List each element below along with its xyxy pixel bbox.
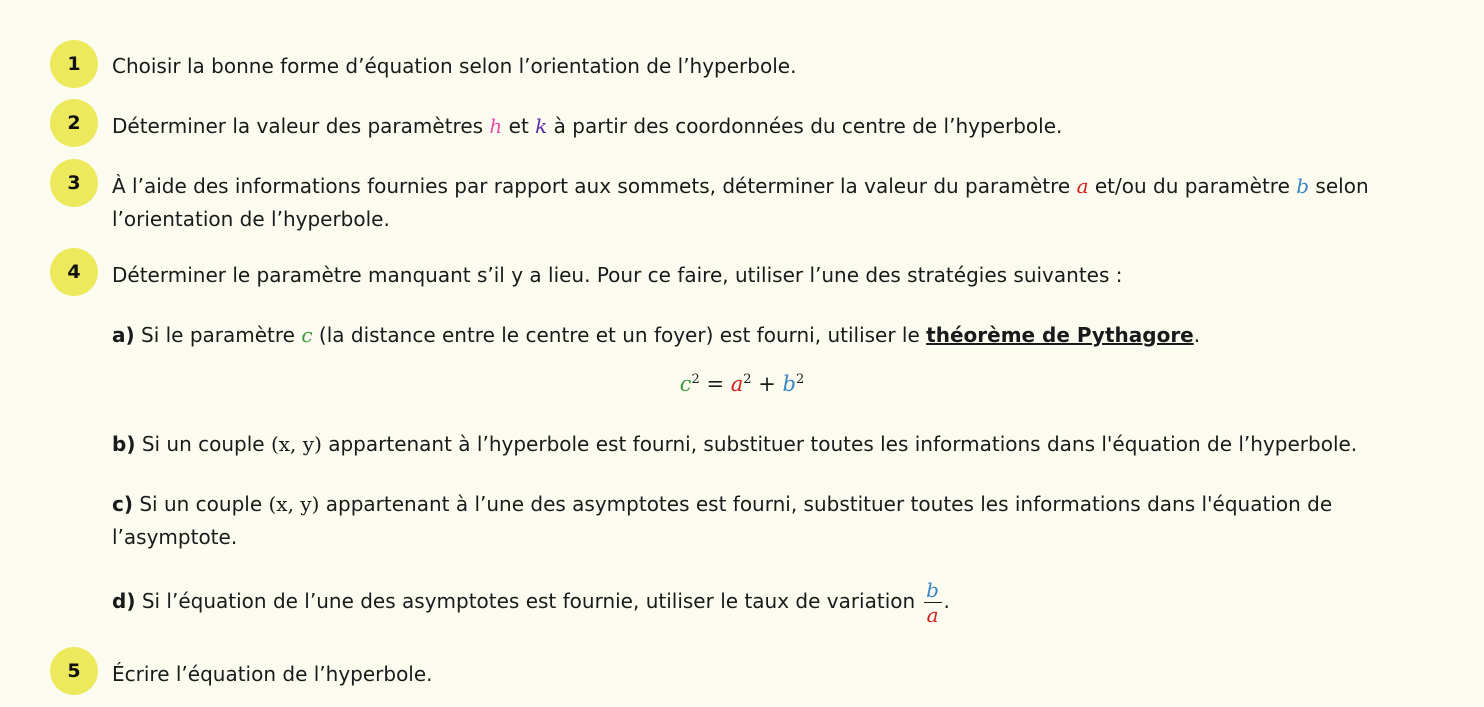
pythagorean-formula: $c^2 = a^2 + b^2$ xyxy=(679,372,805,396)
strategy-b: b) Si un couple (x, y) appartenant à l’hyperbole est fourni, substituer toutes les informations dans l'équation de l’hyperbole. xyxy=(112,432,1358,456)
param-a: a xyxy=(1076,174,1089,198)
strategy-c: c) Si un couple (x, y) appartenant à l’une des asymptotes est fourni, substituer toutes les informations dans l'équation de l’asymptote. xyxy=(112,492,1333,549)
step-number-badge: 5 xyxy=(50,647,98,695)
step-number-badge: 4 xyxy=(50,248,98,296)
couple-xy: (x, y) xyxy=(268,492,320,516)
step-text: Écrire l’équation de l’hyperbole. xyxy=(112,662,433,686)
step-number-badge: 3 xyxy=(50,159,98,207)
param-c: c xyxy=(301,323,313,347)
step-number-badge: 1 xyxy=(50,40,98,88)
param-h: h xyxy=(489,114,503,138)
step-text: Déterminer la valeur des paramètres h et k à partir des coordonnées du centre de l’hyperbole. xyxy=(112,114,1063,138)
couple-xy: (x, y) xyxy=(270,432,322,456)
pythagorean-theorem-link[interactable]: théorème de Pythagore xyxy=(926,323,1194,347)
step-number-badge: 2 xyxy=(50,99,98,147)
step-text: Déterminer le paramètre manquant s’il y a lieu. Pour ce faire, utiliser l’une des stratégies suivantes : xyxy=(112,263,1123,287)
step-text: À l’aide des informations fournies par rapport aux sommets, déterminer la valeur du paramètre a et/ou du paramètre b selon l’orientation de l’hyperbole. xyxy=(112,174,1369,231)
param-b: b xyxy=(1296,174,1310,198)
rate-fraction: $\frac{b}{a}$ xyxy=(924,578,942,627)
strategy-d: d) Si l’équation de l’une des asymptotes est fournie, utiliser le taux de variation $\frac{b}{a}$ . xyxy=(112,578,950,627)
step-text: Choisir la bonne forme d’équation selon l’orientation de l’hyperbole. xyxy=(112,54,797,78)
param-k: k xyxy=(535,114,548,138)
strategy-a: a) Si le paramètre c (la distance entre le centre et un foyer) est fourni, utiliser le théorème de Pythagore. xyxy=(112,323,1201,347)
